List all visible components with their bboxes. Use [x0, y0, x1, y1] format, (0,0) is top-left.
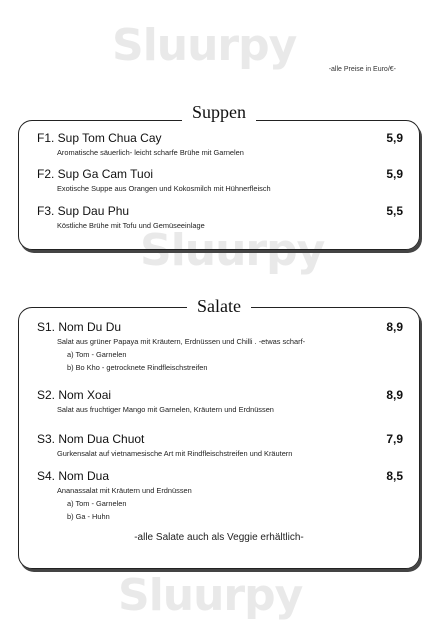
menu-item-s4 [37, 469, 403, 521]
menu-item-f1 [37, 131, 403, 157]
menu-item-f2 [37, 167, 403, 193]
item-description: Exotische Suppe aus Orangen und Kokosmilch mit Hühnerfleisch [57, 184, 271, 193]
item-option: b) Ga - Huhn [67, 512, 110, 521]
item-option: a) Tom - Garnelen [67, 499, 127, 508]
menu-item-s1 [37, 320, 403, 372]
section-title-suppen: Suppen [182, 102, 256, 123]
item-name: S4. Nom Dua [37, 469, 110, 483]
item-name: F2. Sup Ga Cam Tuoi [37, 167, 154, 181]
item-price: 8,9 [386, 320, 403, 334]
menu-item-s3 [37, 432, 403, 458]
item-price: 5,5 [386, 204, 403, 218]
item-description: Köstliche Brühe mit Tofu und Gemüseeinlage [57, 221, 205, 230]
item-price: 7,9 [386, 432, 403, 446]
item-name: F3. Sup Dau Phu [37, 204, 130, 218]
item-name: S3. Nom Dua Chuot [37, 432, 145, 446]
item-price: 5,9 [386, 131, 403, 145]
item-description: Salat aus fruchtiger Mango mit Garnelen, Kräutern und Erdnüssen [57, 405, 274, 414]
item-name: S2. Nom Xoai [37, 388, 112, 402]
menu-item-s2 [37, 388, 403, 414]
price-note: -alle Preise in Euro/€- [328, 66, 396, 73]
item-description: Gurkensalat auf vietnamesische Art mit Rindfleischstreifen und Kräutern [57, 449, 293, 458]
item-price: 5,9 [386, 167, 403, 181]
item-description: Aromatische säuerlich- leicht scharfe Brühe mit Garnelen [57, 148, 244, 157]
watermark-logo: Sluurpy [140, 225, 325, 276]
item-description: Ananassalat mit Kräutern und Erdnüssen [57, 486, 192, 495]
item-name: F1. Sup Tom Chua Cay [37, 131, 162, 145]
item-price: 8,9 [386, 388, 403, 402]
watermark-logo: Sluurpy [118, 570, 303, 621]
watermark-logo: Sluurpy [112, 20, 297, 71]
veggie-note: -alle Salate auch als Veggie erhältlich- [134, 532, 304, 543]
menu-item-f3 [37, 204, 403, 230]
item-name: S1. Nom Du Du [37, 320, 122, 334]
item-option: a) Tom - Garnelen [67, 350, 127, 359]
section-title-salate: Salate [187, 296, 251, 317]
item-option: b) Bo Kho - getrocknete Rindfleischstreifen [67, 363, 208, 372]
item-description: Salat aus grüner Papaya mit Kräutern, Erdnüssen und Chilli . -etwas scharf- [57, 337, 306, 346]
item-price: 8,5 [386, 469, 403, 483]
